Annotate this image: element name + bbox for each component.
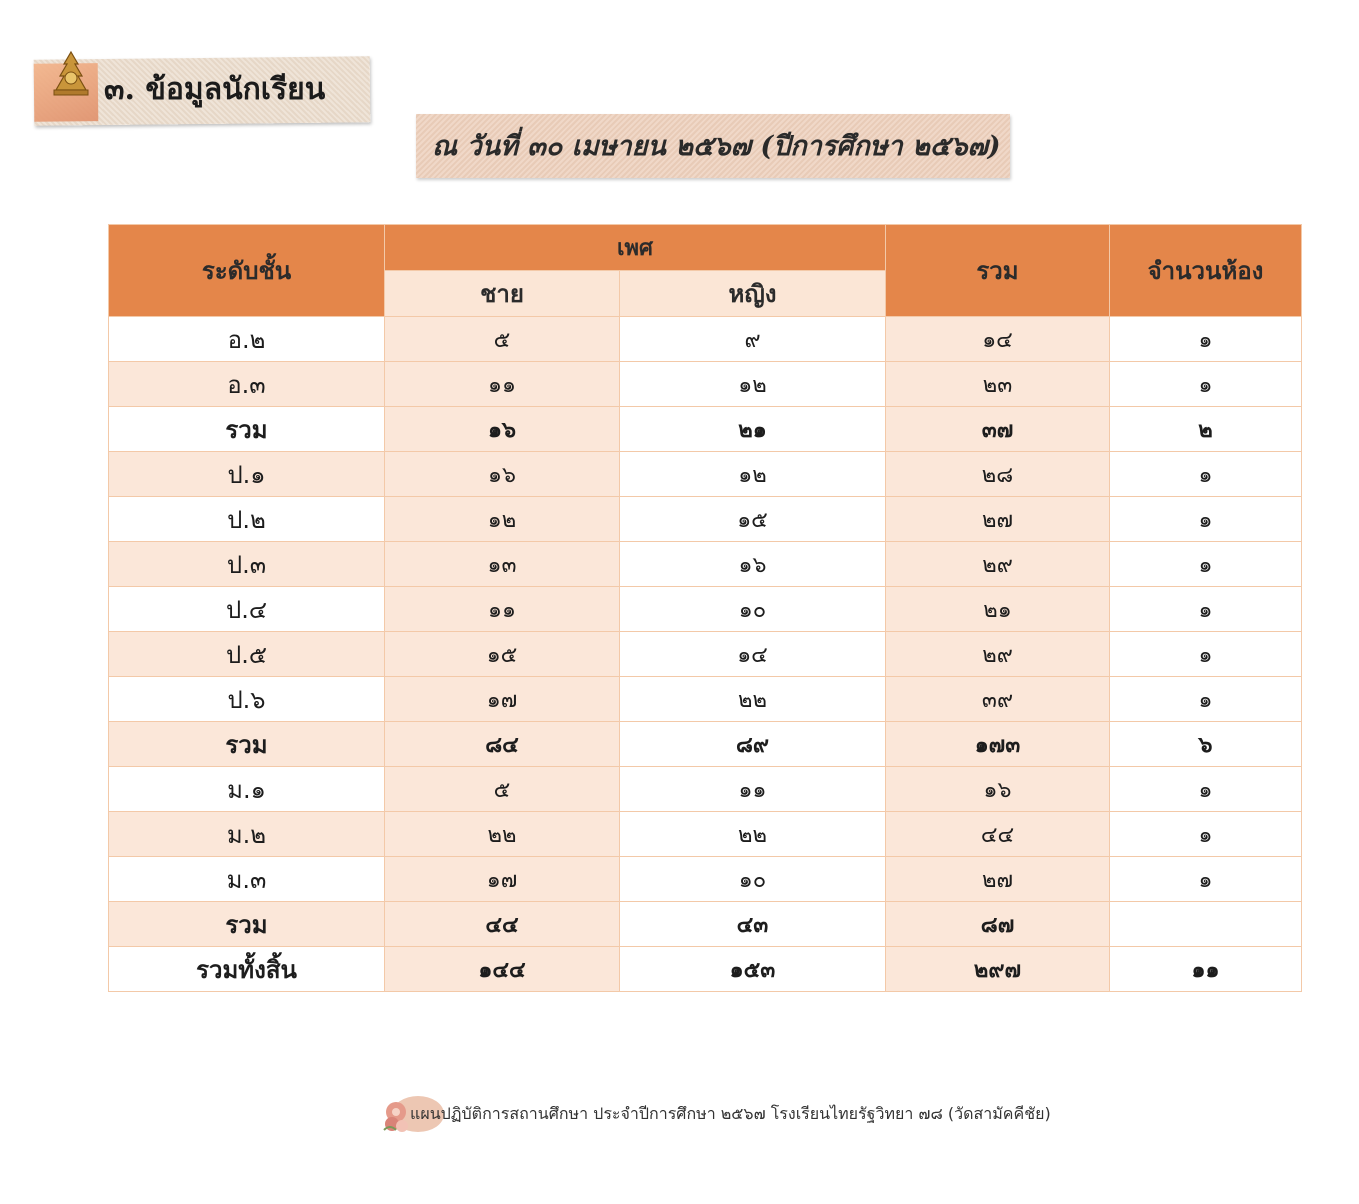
- cell-female: ๙: [620, 317, 886, 362]
- cell-rooms: ๖: [1110, 722, 1302, 767]
- table-row: [109, 497, 1302, 542]
- cell-level: รวม: [109, 902, 385, 947]
- cell-level: ป.๖: [109, 677, 385, 722]
- cell-total: ๒๓: [886, 362, 1110, 407]
- footer-text: แผนปฏิบัติการสถานศึกษา ประจำปีการศึกษา ๒๕๖๗ โรงเรียนไทยรัฐวิทยา ๗๘ (วัดสามัคคีชัย): [410, 1104, 1051, 1123]
- table-row: [109, 317, 1302, 362]
- table-body: [109, 317, 1302, 992]
- cell-level: ม.๑: [109, 767, 385, 812]
- cell-total: ๘๗: [886, 902, 1110, 947]
- table-row: [109, 767, 1302, 812]
- cell-total: ๒๙: [886, 542, 1110, 587]
- cell-male: ๑๕: [385, 632, 620, 677]
- cell-female: ๒๒: [620, 677, 886, 722]
- table-row: [109, 407, 1302, 452]
- cell-female: ๑๒: [620, 452, 886, 497]
- cell-level: ป.๓: [109, 542, 385, 587]
- cell-male: ๑๓: [385, 542, 620, 587]
- cell-rooms: ๑: [1110, 812, 1302, 857]
- cell-rooms: ๑: [1110, 317, 1302, 362]
- cell-level: ม.๒: [109, 812, 385, 857]
- cell-total: ๓๗: [886, 407, 1110, 452]
- cell-level: รวม: [109, 407, 385, 452]
- cell-female: ๒๒: [620, 812, 886, 857]
- table-row: [109, 812, 1302, 857]
- cell-rooms: ๑: [1110, 587, 1302, 632]
- cell-male: ๕: [385, 767, 620, 812]
- cell-level: ป.๔: [109, 587, 385, 632]
- table-row: [109, 542, 1302, 587]
- cell-total: ๒๗: [886, 857, 1110, 902]
- cell-female: ๑๕๓: [620, 947, 886, 992]
- table-row: [109, 632, 1302, 677]
- table-row: [109, 722, 1302, 767]
- cell-rooms: [1110, 902, 1302, 947]
- table-row: [109, 947, 1302, 992]
- cell-level: อ.๒: [109, 317, 385, 362]
- cell-male: ๑๖: [385, 407, 620, 452]
- cell-total: ๑๖: [886, 767, 1110, 812]
- student-table: [108, 224, 1302, 992]
- cell-male: ๑๑: [385, 587, 620, 632]
- cell-female: ๑๒: [620, 362, 886, 407]
- cell-total: ๒๙: [886, 632, 1110, 677]
- cell-female: ๑๔: [620, 632, 886, 677]
- table-row: [109, 902, 1302, 947]
- header-level: ระดับชั้น: [109, 225, 385, 317]
- table-row: [109, 452, 1302, 497]
- cell-total: ๒๘: [886, 452, 1110, 497]
- cell-male: ๒๒: [385, 812, 620, 857]
- header-rooms: จำนวนห้อง: [1110, 225, 1302, 317]
- cell-female: ๒๑: [620, 407, 886, 452]
- cell-male: ๑๗: [385, 857, 620, 902]
- cell-total: ๔๔: [886, 812, 1110, 857]
- cell-level: ม.๓: [109, 857, 385, 902]
- table-row: [109, 587, 1302, 632]
- cell-male: ๑๔๔: [385, 947, 620, 992]
- cell-total: ๒๗: [886, 497, 1110, 542]
- cell-male: ๕: [385, 317, 620, 362]
- cell-level: ป.๒: [109, 497, 385, 542]
- cell-rooms: ๑: [1110, 632, 1302, 677]
- cell-total: ๒๑: [886, 587, 1110, 632]
- header-male: ชาย: [385, 271, 620, 317]
- cell-total: ๒๙๗: [886, 947, 1110, 992]
- cell-level: ป.๑: [109, 452, 385, 497]
- cell-female: ๘๙: [620, 722, 886, 767]
- cell-level: อ.๓: [109, 362, 385, 407]
- date-line: ณ วันที่ ๓๐ เมษายน ๒๕๖๗ (ปีการศึกษา ๒๕๖๗): [432, 131, 1001, 162]
- cell-rooms: ๑: [1110, 857, 1302, 902]
- cell-rooms: ๑: [1110, 767, 1302, 812]
- cell-female: ๑๑: [620, 767, 886, 812]
- cell-total: ๑๔: [886, 317, 1110, 362]
- cell-level: รวม: [109, 722, 385, 767]
- cell-female: ๑๖: [620, 542, 886, 587]
- cell-female: ๔๓: [620, 902, 886, 947]
- cell-male: ๑๗: [385, 677, 620, 722]
- school-emblem-icon: [42, 48, 100, 102]
- cell-male: ๘๔: [385, 722, 620, 767]
- cell-total: ๓๙: [886, 677, 1110, 722]
- cell-female: ๑๐: [620, 857, 886, 902]
- table-row: [109, 362, 1302, 407]
- table-row: [109, 857, 1302, 902]
- cell-rooms: ๒: [1110, 407, 1302, 452]
- cell-rooms: ๑: [1110, 452, 1302, 497]
- header-gender: เพศ: [385, 225, 886, 271]
- section-title: ๓. ข้อมูลนักเรียน: [104, 72, 326, 107]
- table-row: [109, 677, 1302, 722]
- cell-female: ๑๐: [620, 587, 886, 632]
- cell-male: ๑๒: [385, 497, 620, 542]
- cell-rooms: ๑: [1110, 542, 1302, 587]
- header-female: หญิง: [620, 271, 886, 317]
- cell-rooms: ๑๑: [1110, 947, 1302, 992]
- header-total: รวม: [886, 225, 1110, 317]
- cell-rooms: ๑: [1110, 677, 1302, 722]
- cell-level: รวมทั้งสิ้น: [109, 947, 385, 992]
- cell-level: ป.๕: [109, 632, 385, 677]
- cell-male: ๔๔: [385, 902, 620, 947]
- cell-male: ๑๑: [385, 362, 620, 407]
- cell-male: ๑๖: [385, 452, 620, 497]
- cell-rooms: ๑: [1110, 362, 1302, 407]
- cell-rooms: ๑: [1110, 497, 1302, 542]
- cell-total: ๑๗๓: [886, 722, 1110, 767]
- cell-female: ๑๕: [620, 497, 886, 542]
